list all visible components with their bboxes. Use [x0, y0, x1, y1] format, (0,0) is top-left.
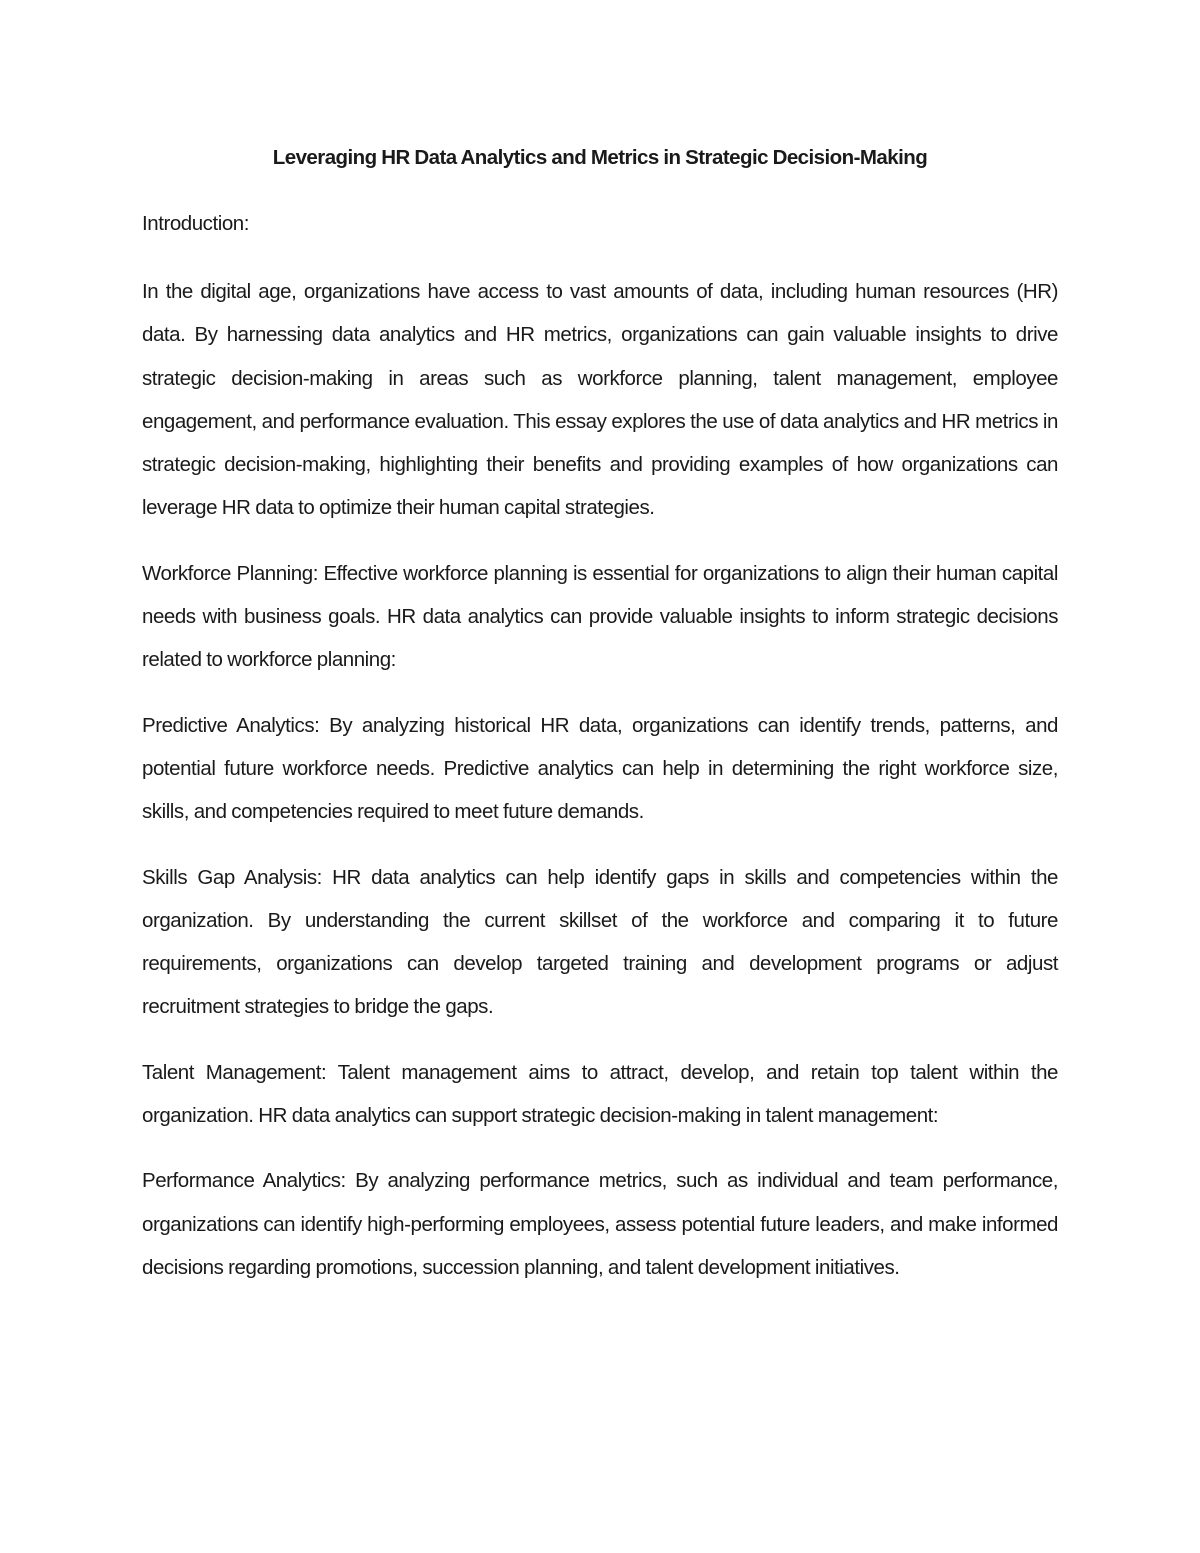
paragraph-introduction: In the digital age, organizations have access to vast amounts of data, including human resources (HR) data. By harnessing data analytics and HR metrics, organizations can gain valuable insights to drive strategic decision-making in areas such as workforce planning, talent management, employee engagement, and performance evaluation. This essay explores the use of data analytics and HR metrics in strategic decision-making, highlighting their benefits and providing examples of how organizations can leverage HR data to optimize their human capital strategies. — [142, 280, 1058, 520]
document-title: Leveraging HR Data Analytics and Metrics in Strategic Decision-Making — [272, 146, 928, 169]
paragraph-talent-management: Talent Management: Talent management aims to attract, develop, and retain top talent within the organization. HR data analytics can support strategic decision-making in talent management: — [142, 1060, 1058, 1128]
document-body — [142, 137, 1058, 1311]
section-heading-introduction: Introduction: — [142, 212, 249, 235]
paragraph-skills-gap-analysis: Skills Gap Analysis: HR data analytics can help identify gaps in skills and competencies within the organization. By understanding the current skillset of the workforce and comparing it to future requirements, organizations can develop targeted training and development programs or adjust recruitment strategies to bridge the gaps. — [142, 865, 1058, 1019]
paragraph-workforce-planning: Workforce Planning: Effective workforce planning is essential for organizations to align their human capital needs with business goals. HR data analytics can provide valuable insights to inform strategic decisions related to workforce planning: — [142, 561, 1058, 672]
paragraph-performance-analytics: Performance Analytics: By analyzing performance metrics, such as individual and team performance, organizations can identify high-performing employees, assess potential future leaders, and make informed decisions regarding promotions, succession planning, and talent development initiatives. — [142, 1169, 1058, 1279]
paragraph-predictive-analytics: Predictive Analytics: By analyzing historical HR data, organizations can identify trends, patterns, and potential future workforce needs. Predictive analytics can help in determining the right workforce size, skills, and competencies required to meet future demands. — [142, 713, 1058, 824]
